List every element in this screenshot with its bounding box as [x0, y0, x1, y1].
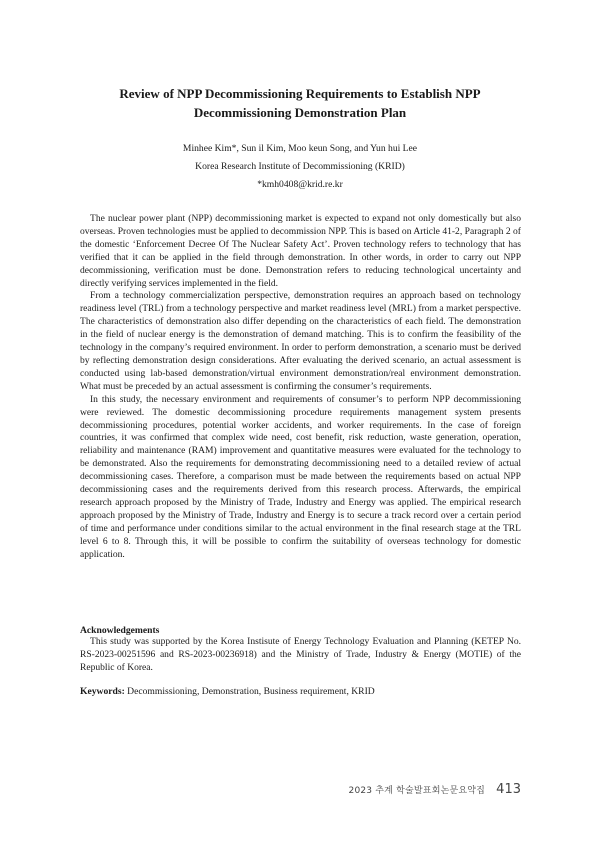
conference-name: 2023 추계 학술발표회논문요약집	[348, 786, 486, 796]
page-number: 413	[496, 782, 521, 797]
author-list: Minhee Kim*, Sun il Kim, Moo keun Song, and Yun hui Lee	[182, 143, 418, 154]
affiliation: Korea Research Institute of Decommissioning (KRID)	[195, 161, 405, 172]
title-line-1: Review of NPP Decommissioning Requirements to Establish NPP	[119, 86, 481, 101]
title-line-2: Decommissioning Demonstration Plan	[193, 105, 407, 120]
body-paragraph-1: The nuclear power plant (NPP) decommissioning market is expected to expand not only domestically but also overseas. Proven technologies must be applied to decommission NPP. This is based on Article 41-2, Paragraph 2 of the domestic ‘Enforcement Decree Of The Nuclear Safety Act’. Proven technology refers to technology that has verified that it can be applied in the field through demonstration. In other words, in order to carry out NPP decommissioning, verification must be done. Demonstration refers to reducing technological uncertainty and directly verifying services implemented in the field.	[80, 213, 521, 289]
body-paragraph-2: From a technology commercialization perspective, demonstration requires an approach based on technology readiness level (TRL) from a technology perspective and market readiness level (MRL) from a market perspective. The characteristics of demonstration also differ depending on the characteristics of each field. The demonstration in the field of nuclear energy is the demonstration of demand matching. This is to confirm the feasibility of the technology in the company’s required environment. In order to perform demonstration, a scenario must be derived by reflecting demonstration design considerations. After evaluating the derived scenario, an actual assessment is conducted using lab-based demonstration/virtual environment demonstration/real environment demonstration. What must be preceded by an actual assessment is confirming the consumer’s requirements.	[80, 290, 521, 392]
paper-title	[60, 84, 540, 122]
abstract-body	[80, 213, 521, 561]
keywords	[80, 686, 521, 698]
keywords-text: Decommissioning, Demonstration, Business requirement, KRID	[124, 686, 375, 697]
page-footer	[349, 779, 521, 798]
corresponding-email: *kmh0408@krid.re.kr	[257, 179, 343, 190]
body-paragraph-3: In this study, the necessary environment and requirements of consumer’s to perform NPP decommissioning were reviewed. The domestic decommissioning procedure requirements management system presents decommissioning procedures, potential worker accidents, and worker requirements. In the case of foreign countries, it was confirmed that complex wide need, cost benefit, risk reduction, waste generation, operation, reliability and maintenance (RAM) improvement and quantitative measures were evaluated for the technology to be demonstrated. Also the requirements for demonstrating decommissioning need to a detailed review of actual decommissioning cases. Therefore, a comparison must be made between the requirements based on actual NPP decommissioning cases and the requirements derived from this research process. Afterwards, the empirical research approach proposed by the Ministry of Trade, Industry and Energy was applied. The empirical research approach proposed by the Ministry of Trade, Industry and Energy is to secure a track record over a certain period of time and performance under conditions similar to the actual environment in the final research stage at the TRL level 6 to 8. Through this, it will be possible to confirm the suitability of overseas technology for domestic application.	[80, 393, 521, 560]
acknowledgements-heading: Acknowledgements	[80, 625, 160, 636]
keywords-label: Keywords:	[80, 686, 125, 697]
acknowledgements-text: This study was supported by the Korea Instisute of Energy Technology Evaluation and Planning (KETEP No. RS-2023-00251596 and RS-2023-00236918) and the Ministry of Trade, Industry & Energy (MOTIE) of the Republic of Korea.	[80, 636, 521, 673]
